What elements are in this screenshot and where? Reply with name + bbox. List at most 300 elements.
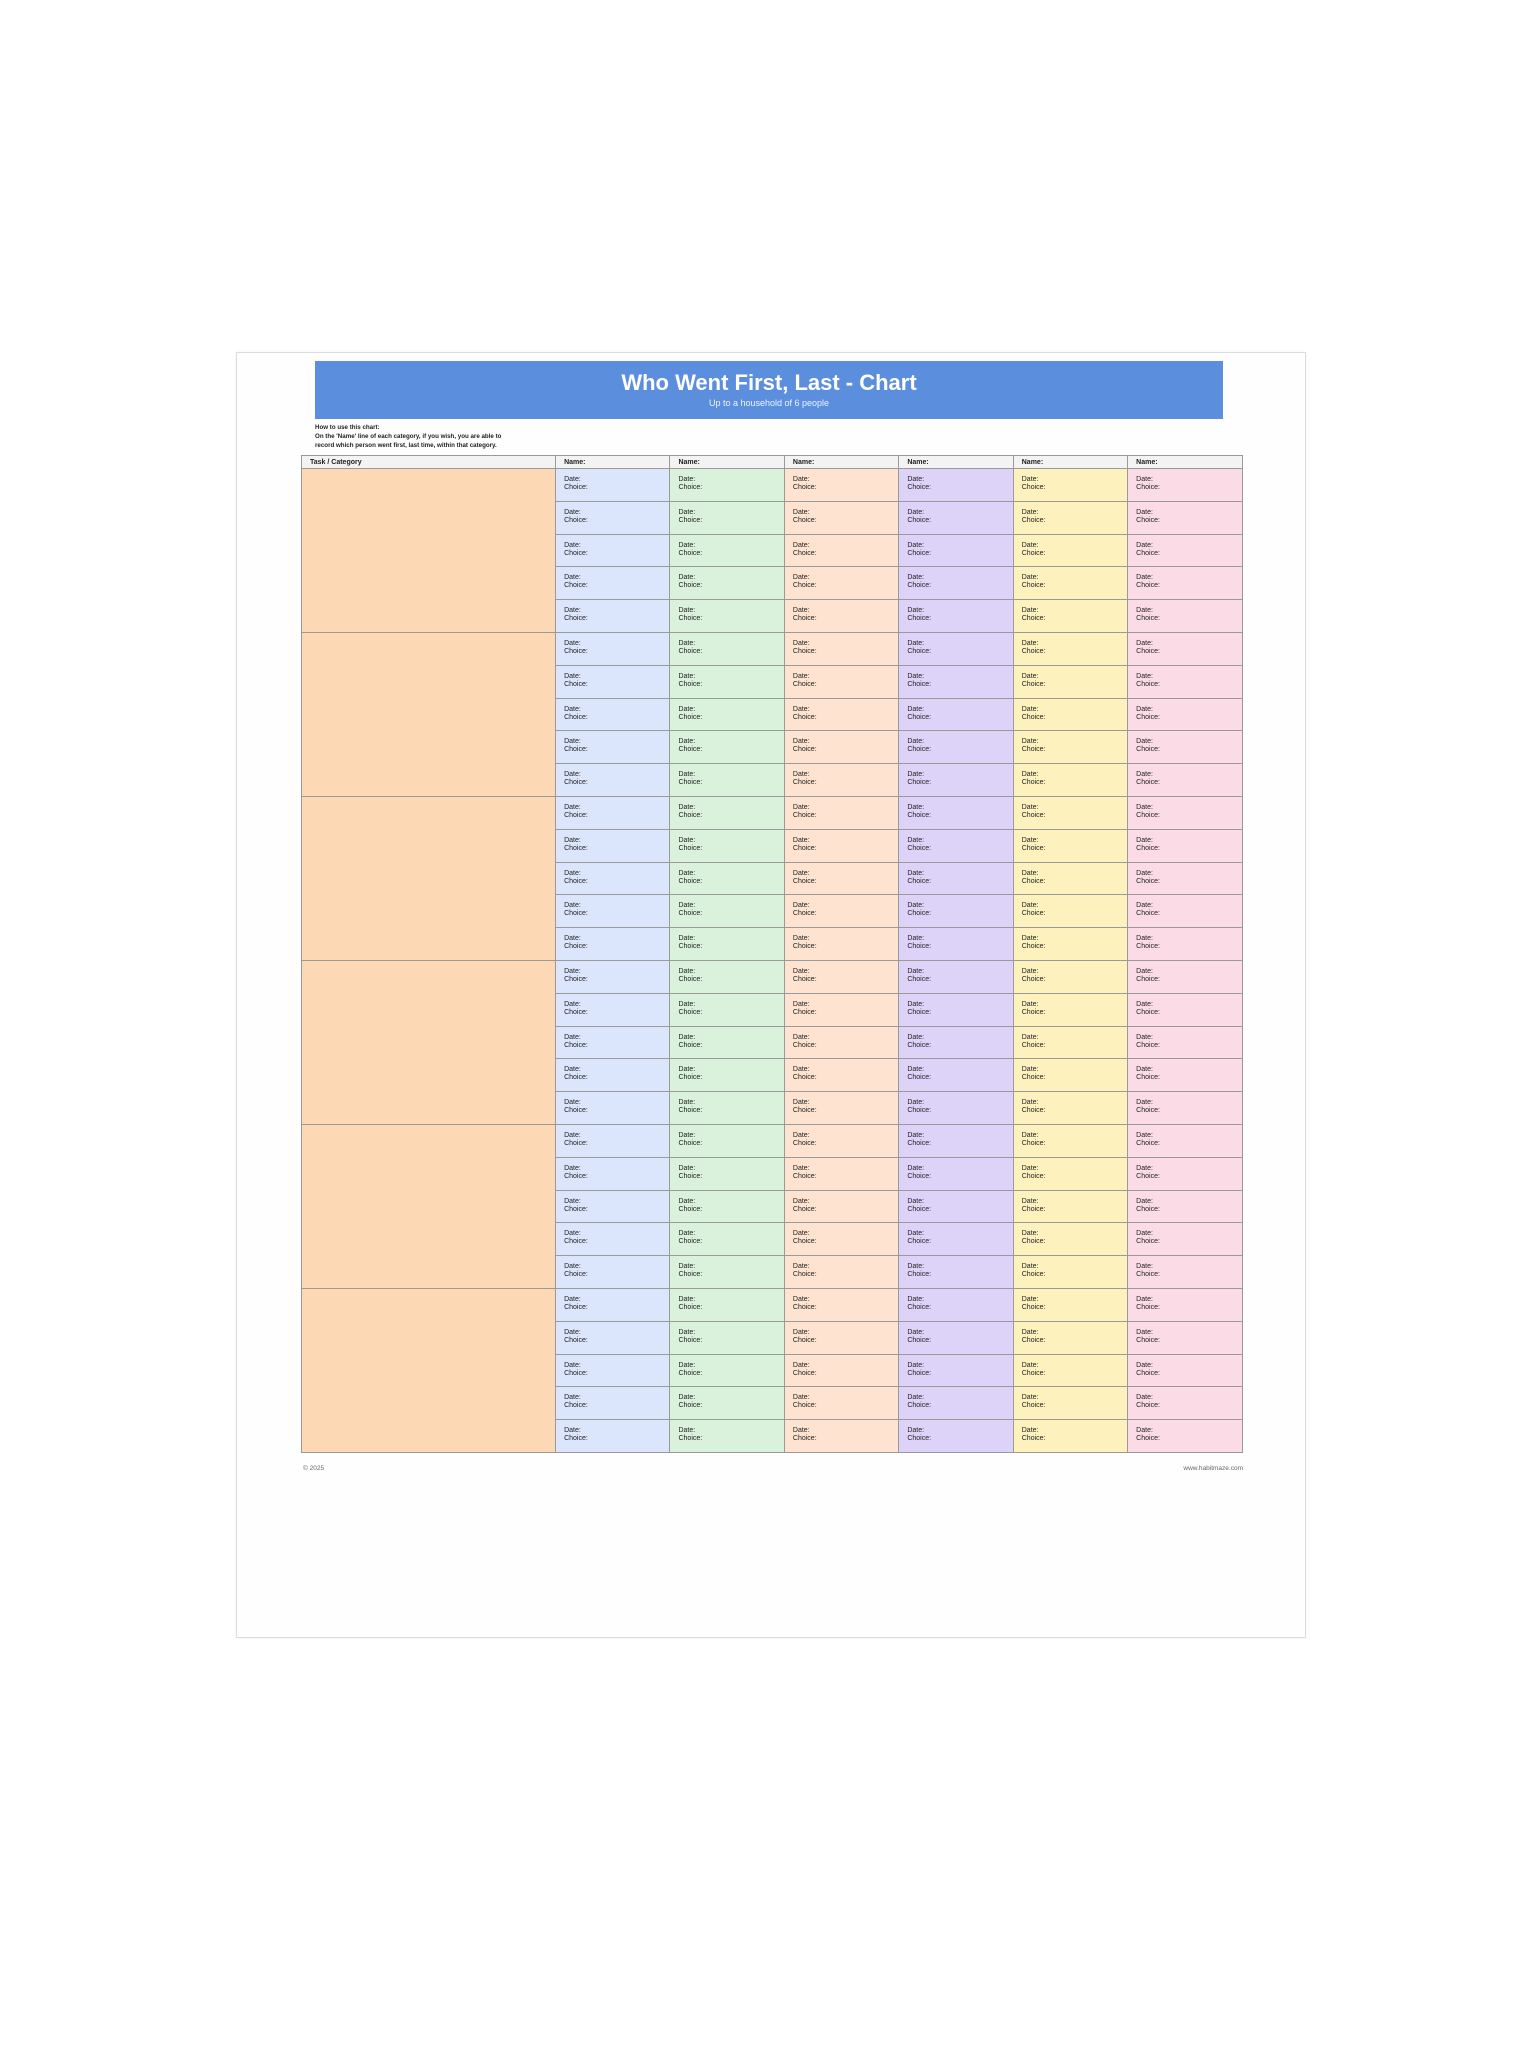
choice-label: Choice: [1136, 975, 1160, 983]
entry-cell[interactable] [1013, 1059, 1127, 1092]
date-label: Date: [1021, 672, 1039, 680]
entry-cell[interactable] [1128, 1124, 1243, 1157]
entry-cell[interactable] [670, 1092, 784, 1125]
choice-label: Choice: [792, 516, 817, 524]
entry-cell[interactable] [556, 895, 670, 928]
entry-cell[interactable] [1013, 928, 1127, 961]
entry-cell[interactable] [1013, 960, 1127, 993]
choice-label: Choice: [1136, 1139, 1160, 1147]
entry-cell[interactable] [899, 698, 1013, 731]
choice-label: Choice: [1021, 1238, 1046, 1246]
choice-label: Choice: [792, 1008, 817, 1016]
choice-label: Choice: [907, 1041, 932, 1049]
entry-cell[interactable] [1128, 1321, 1243, 1354]
entry-cell[interactable] [1128, 829, 1243, 862]
entry-cell[interactable] [899, 1026, 1013, 1059]
choice-label: Choice: [792, 1271, 817, 1279]
choice-label: Choice: [1136, 615, 1160, 623]
choice-label: Choice: [678, 943, 703, 951]
entry-cell[interactable] [784, 665, 898, 698]
entry-cell[interactable] [1128, 567, 1243, 600]
entry-cell[interactable] [784, 862, 898, 895]
date-label: Date: [1021, 508, 1039, 516]
entry-cell[interactable] [670, 960, 784, 993]
entry-cell[interactable] [670, 1354, 784, 1387]
entry-cell[interactable] [784, 501, 898, 534]
date-label: Date: [564, 738, 581, 746]
entry-cell[interactable] [784, 600, 898, 633]
choice-label: Choice: [1021, 811, 1046, 819]
choice-label: Choice: [907, 484, 932, 491]
date-label: Date: [792, 476, 810, 483]
date-label: Date: [792, 902, 810, 910]
choice-label: Choice: [678, 877, 703, 885]
entry-cell[interactable] [556, 632, 670, 665]
entry-cell[interactable] [670, 1059, 784, 1092]
entry-cell[interactable] [899, 600, 1013, 633]
entry-cell[interactable] [784, 960, 898, 993]
entry-cell[interactable] [670, 862, 784, 895]
entry-cell[interactable] [899, 1321, 1013, 1354]
entry-cell[interactable] [556, 829, 670, 862]
choice-label: Choice: [1136, 1369, 1160, 1377]
choice-label: Choice: [564, 877, 588, 885]
choice-label: Choice: [564, 1369, 588, 1377]
choice-label: Choice: [792, 1107, 817, 1115]
date-label: Date: [792, 1066, 810, 1074]
entry-cell[interactable] [1013, 764, 1127, 797]
choice-label: Choice: [1021, 1369, 1046, 1377]
choice-label: Choice: [792, 1074, 817, 1082]
entry-cell[interactable] [670, 665, 784, 698]
entry-cell[interactable] [1128, 534, 1243, 567]
entry-cell[interactable] [784, 1420, 898, 1453]
entry-cell[interactable] [670, 993, 784, 1026]
entry-cell[interactable] [784, 895, 898, 928]
entry-cell[interactable] [1013, 567, 1127, 600]
date-label: Date: [1021, 836, 1039, 844]
entry-cell[interactable] [670, 698, 784, 731]
entry-cell[interactable] [1013, 1387, 1127, 1420]
entry-cell[interactable] [670, 895, 784, 928]
entry-cell[interactable] [899, 829, 1013, 862]
choice-label: Choice: [564, 844, 588, 852]
date-label: Date: [1021, 771, 1039, 779]
entry-cell[interactable] [899, 928, 1013, 961]
date-label: Date: [907, 607, 925, 615]
entry-cell[interactable] [784, 1092, 898, 1125]
entry-cell[interactable] [1128, 731, 1243, 764]
entry-cell[interactable] [1128, 1256, 1243, 1289]
entry-cell[interactable] [556, 698, 670, 731]
choice-label: Choice: [792, 811, 817, 819]
entry-cell[interactable] [784, 764, 898, 797]
entry-cell[interactable] [556, 731, 670, 764]
entry-cell[interactable] [670, 632, 784, 665]
entry-cell[interactable] [556, 1124, 670, 1157]
name-header-6[interactable]: Name: [1128, 456, 1243, 469]
entry-cell[interactable] [784, 731, 898, 764]
entry-cell[interactable] [899, 796, 1013, 829]
table-row [302, 632, 1243, 665]
entry-cell[interactable] [1128, 862, 1243, 895]
date-label: Date: [1136, 672, 1153, 680]
date-label: Date: [564, 1361, 581, 1369]
choice-label: Choice: [907, 713, 932, 721]
entry-cell[interactable] [899, 1223, 1013, 1256]
category-cell[interactable] [302, 960, 556, 1124]
date-label: Date: [1136, 935, 1153, 943]
entry-cell[interactable] [1013, 1124, 1127, 1157]
entry-cell[interactable] [1128, 1420, 1243, 1453]
entry-cell[interactable] [899, 1288, 1013, 1321]
entry-cell[interactable] [784, 698, 898, 731]
entry-cell[interactable] [670, 1256, 784, 1289]
entry-cell[interactable] [670, 1124, 784, 1157]
entry-cell[interactable] [1013, 501, 1127, 534]
entry-cell[interactable] [670, 1026, 784, 1059]
choice-label: Choice: [564, 1139, 588, 1147]
choice-label: Choice: [792, 1041, 817, 1049]
entry-cell[interactable] [784, 1288, 898, 1321]
entry-cell[interactable] [556, 1092, 670, 1125]
name-header-4[interactable]: Name: [899, 456, 1013, 469]
entry-cell[interactable] [899, 534, 1013, 567]
date-label: Date: [907, 1328, 925, 1336]
entry-cell[interactable] [899, 1354, 1013, 1387]
date-label: Date: [1021, 574, 1039, 582]
choice-label: Choice: [564, 713, 588, 721]
entry-cell[interactable] [899, 895, 1013, 928]
entry-cell[interactable] [556, 600, 670, 633]
entry-cell[interactable] [1128, 469, 1243, 502]
entry-cell[interactable] [1128, 698, 1243, 731]
entry-cell[interactable] [1128, 1190, 1243, 1223]
entry-cell[interactable] [670, 829, 784, 862]
date-label: Date: [678, 1328, 696, 1336]
entry-cell[interactable] [1013, 1256, 1127, 1289]
choice-label: Choice: [907, 615, 932, 623]
date-label: Date: [564, 476, 581, 483]
entry-cell[interactable] [899, 1420, 1013, 1453]
choice-label: Choice: [1136, 484, 1160, 491]
entry-cell[interactable] [899, 731, 1013, 764]
entry-cell[interactable] [784, 1157, 898, 1190]
entry-cell[interactable] [556, 1321, 670, 1354]
date-label: Date: [792, 1263, 810, 1271]
entry-cell[interactable] [556, 501, 670, 534]
entry-cell[interactable] [1013, 600, 1127, 633]
category-cell[interactable] [302, 469, 556, 633]
entry-cell[interactable] [1128, 796, 1243, 829]
date-label: Date: [792, 1000, 810, 1008]
entry-cell[interactable] [1128, 993, 1243, 1026]
entry-cell[interactable] [784, 632, 898, 665]
choice-label: Choice: [792, 943, 817, 951]
entry-cell[interactable] [784, 829, 898, 862]
entry-cell[interactable] [670, 1321, 784, 1354]
date-label: Date: [792, 508, 810, 516]
entry-cell[interactable] [670, 764, 784, 797]
entry-cell[interactable] [556, 1288, 670, 1321]
entry-cell[interactable] [784, 1059, 898, 1092]
entry-cell[interactable] [1013, 829, 1127, 862]
entry-cell[interactable] [784, 796, 898, 829]
entry-cell[interactable] [899, 665, 1013, 698]
entry-cell[interactable] [1013, 1026, 1127, 1059]
date-label: Date: [907, 1295, 925, 1303]
name-header-1[interactable]: Name: [556, 456, 670, 469]
date-label: Date: [1136, 738, 1153, 746]
entry-cell[interactable] [784, 1256, 898, 1289]
date-label: Date: [1136, 1000, 1153, 1008]
date-label: Date: [1021, 1131, 1039, 1139]
entry-cell[interactable] [1013, 1321, 1127, 1354]
entry-cell[interactable] [1128, 764, 1243, 797]
choice-label: Choice: [1021, 1074, 1046, 1082]
entry-cell[interactable] [1013, 534, 1127, 567]
entry-cell[interactable] [1128, 1223, 1243, 1256]
date-label: Date: [792, 705, 810, 713]
entry-cell[interactable] [1013, 1223, 1127, 1256]
entry-cell[interactable] [670, 469, 784, 502]
entry-cell[interactable] [1013, 796, 1127, 829]
entry-cell[interactable] [1013, 698, 1127, 731]
choice-label: Choice: [907, 811, 932, 819]
entry-cell[interactable] [670, 928, 784, 961]
choice-label: Choice: [907, 1238, 932, 1246]
choice-label: Choice: [678, 1435, 703, 1443]
date-label: Date: [907, 738, 925, 746]
entry-cell[interactable] [784, 1387, 898, 1420]
entry-cell[interactable] [670, 1223, 784, 1256]
entry-cell[interactable] [556, 960, 670, 993]
date-label: Date: [564, 1230, 581, 1238]
choice-label: Choice: [678, 1205, 703, 1213]
entry-cell[interactable] [899, 1387, 1013, 1420]
entry-cell[interactable] [784, 993, 898, 1026]
entry-cell[interactable] [670, 1387, 784, 1420]
date-label: Date: [1021, 1000, 1039, 1008]
choice-label: Choice: [907, 647, 932, 655]
entry-cell[interactable] [1128, 1059, 1243, 1092]
date-label: Date: [1021, 1394, 1039, 1402]
entry-cell[interactable] [784, 928, 898, 961]
entry-cell[interactable] [1013, 1157, 1127, 1190]
entry-cell[interactable] [670, 1157, 784, 1190]
entry-cell[interactable] [784, 469, 898, 502]
entry-cell[interactable] [670, 1190, 784, 1223]
choice-label: Choice: [564, 1107, 588, 1115]
choice-label: Choice: [678, 811, 703, 819]
entry-cell[interactable] [899, 1190, 1013, 1223]
entry-cell[interactable] [1013, 1092, 1127, 1125]
choice-label: Choice: [792, 1303, 817, 1311]
entry-cell[interactable] [1128, 895, 1243, 928]
date-label: Date: [564, 803, 581, 811]
date-label: Date: [1021, 1263, 1039, 1271]
entry-cell[interactable] [556, 1059, 670, 1092]
entry-cell[interactable] [670, 796, 784, 829]
category-cell[interactable] [302, 796, 556, 960]
choice-label: Choice: [1136, 1336, 1160, 1344]
entry-cell[interactable] [556, 567, 670, 600]
entry-cell[interactable] [1128, 1387, 1243, 1420]
entry-cell[interactable] [670, 1288, 784, 1321]
entry-cell[interactable] [1128, 1288, 1243, 1321]
entry-cell[interactable] [556, 928, 670, 961]
entry-cell[interactable] [1013, 993, 1127, 1026]
category-cell[interactable] [302, 632, 556, 796]
entry-cell[interactable] [899, 501, 1013, 534]
choice-label: Choice: [907, 975, 932, 983]
date-label: Date: [792, 574, 810, 582]
entry-cell[interactable] [670, 567, 784, 600]
entry-cell[interactable] [1013, 1420, 1127, 1453]
entry-cell[interactable] [899, 1092, 1013, 1125]
choice-label: Choice: [1021, 1205, 1046, 1213]
date-label: Date: [678, 508, 696, 516]
category-cell[interactable] [302, 1288, 556, 1452]
entry-cell[interactable] [556, 1256, 670, 1289]
entry-cell[interactable] [556, 1190, 670, 1223]
date-label: Date: [792, 1394, 810, 1402]
entry-cell[interactable] [1128, 1157, 1243, 1190]
entry-cell[interactable] [899, 1256, 1013, 1289]
entry-cell[interactable] [670, 501, 784, 534]
entry-cell[interactable] [1013, 1288, 1127, 1321]
entry-cell[interactable] [1128, 600, 1243, 633]
entry-cell[interactable] [556, 1387, 670, 1420]
entry-cell[interactable] [899, 764, 1013, 797]
entry-cell[interactable] [784, 1223, 898, 1256]
entry-cell[interactable] [1013, 632, 1127, 665]
entry-cell[interactable] [899, 1059, 1013, 1092]
choice-label: Choice: [678, 484, 703, 491]
entry-cell[interactable] [1128, 1026, 1243, 1059]
entry-cell[interactable] [556, 1026, 670, 1059]
name-header-2[interactable]: Name: [670, 456, 784, 469]
entry-cell[interactable] [1128, 665, 1243, 698]
entry-cell[interactable] [670, 600, 784, 633]
entry-cell[interactable] [1128, 1092, 1243, 1125]
date-label: Date: [678, 1197, 696, 1205]
entry-cell[interactable] [1128, 960, 1243, 993]
entry-cell[interactable] [784, 534, 898, 567]
date-label: Date: [678, 672, 696, 680]
entry-cell[interactable] [899, 632, 1013, 665]
entry-cell[interactable] [784, 1124, 898, 1157]
entry-cell[interactable] [670, 534, 784, 567]
entry-cell[interactable] [556, 764, 670, 797]
date-label: Date: [792, 1099, 810, 1107]
choice-label: Choice: [1021, 844, 1046, 852]
choice-label: Choice: [1021, 1172, 1046, 1180]
entry-cell[interactable] [1013, 895, 1127, 928]
entry-cell[interactable] [1013, 862, 1127, 895]
chart-grid [301, 455, 1243, 1453]
date-label: Date: [907, 476, 925, 483]
entry-cell[interactable] [556, 1354, 670, 1387]
date-label: Date: [1136, 574, 1153, 582]
entry-cell[interactable] [670, 731, 784, 764]
choice-label: Choice: [564, 484, 588, 491]
date-label: Date: [1021, 1099, 1039, 1107]
choice-label: Choice: [564, 647, 588, 655]
choice-label: Choice: [1021, 713, 1046, 721]
entry-cell[interactable] [784, 1190, 898, 1223]
entry-cell[interactable] [899, 1157, 1013, 1190]
choice-label: Choice: [792, 1336, 817, 1344]
entry-cell[interactable] [556, 1420, 670, 1453]
entry-cell[interactable] [899, 469, 1013, 502]
entry-cell[interactable] [784, 1354, 898, 1387]
entry-cell[interactable] [899, 862, 1013, 895]
entry-cell[interactable] [899, 993, 1013, 1026]
entry-cell[interactable] [1128, 1354, 1243, 1387]
entry-cell[interactable] [899, 960, 1013, 993]
date-label: Date: [678, 607, 696, 615]
choice-label: Choice: [792, 779, 817, 787]
date-label: Date: [564, 705, 581, 713]
choice-label: Choice: [1021, 877, 1046, 885]
entry-cell[interactable] [556, 1157, 670, 1190]
entry-cell[interactable] [1013, 665, 1127, 698]
entry-cell[interactable] [1013, 1190, 1127, 1223]
entry-cell[interactable] [784, 1026, 898, 1059]
date-label: Date: [1021, 1230, 1039, 1238]
date-label: Date: [564, 607, 581, 615]
entry-cell[interactable] [784, 567, 898, 600]
chart-body [302, 469, 1243, 1453]
entry-cell[interactable] [1128, 501, 1243, 534]
date-label: Date: [907, 967, 925, 975]
entry-cell[interactable] [670, 1420, 784, 1453]
choice-label: Choice: [907, 943, 932, 951]
date-label: Date: [1136, 705, 1153, 713]
entry-cell[interactable] [784, 1321, 898, 1354]
entry-cell[interactable] [899, 567, 1013, 600]
instructions-heading: How to use this chart: [315, 424, 380, 431]
entry-cell[interactable] [556, 796, 670, 829]
entry-cell[interactable] [556, 469, 670, 502]
entry-cell[interactable] [556, 665, 670, 698]
entry-cell[interactable] [1013, 1354, 1127, 1387]
choice-label: Choice: [564, 615, 588, 623]
entry-cell[interactable] [1128, 632, 1243, 665]
entry-cell[interactable] [556, 1223, 670, 1256]
choice-label: Choice: [1021, 1041, 1046, 1049]
entry-cell[interactable] [1013, 469, 1127, 502]
entry-cell[interactable] [1013, 731, 1127, 764]
category-cell[interactable] [302, 1124, 556, 1288]
entry-cell[interactable] [556, 993, 670, 1026]
title-banner [315, 361, 1223, 419]
name-header-5[interactable]: Name: [1013, 456, 1127, 469]
name-header-3[interactable]: Name: [784, 456, 898, 469]
date-label: Date: [907, 1427, 925, 1435]
choice-label: Choice: [1136, 1435, 1160, 1443]
entry-cell[interactable] [899, 1124, 1013, 1157]
choice-label: Choice: [792, 1402, 817, 1410]
date-label: Date: [564, 1328, 581, 1336]
date-label: Date: [792, 935, 810, 943]
date-label: Date: [564, 541, 581, 549]
entry-cell[interactable] [1128, 928, 1243, 961]
entry-cell[interactable] [556, 862, 670, 895]
choice-label: Choice: [1021, 1271, 1046, 1279]
entry-cell[interactable] [556, 534, 670, 567]
